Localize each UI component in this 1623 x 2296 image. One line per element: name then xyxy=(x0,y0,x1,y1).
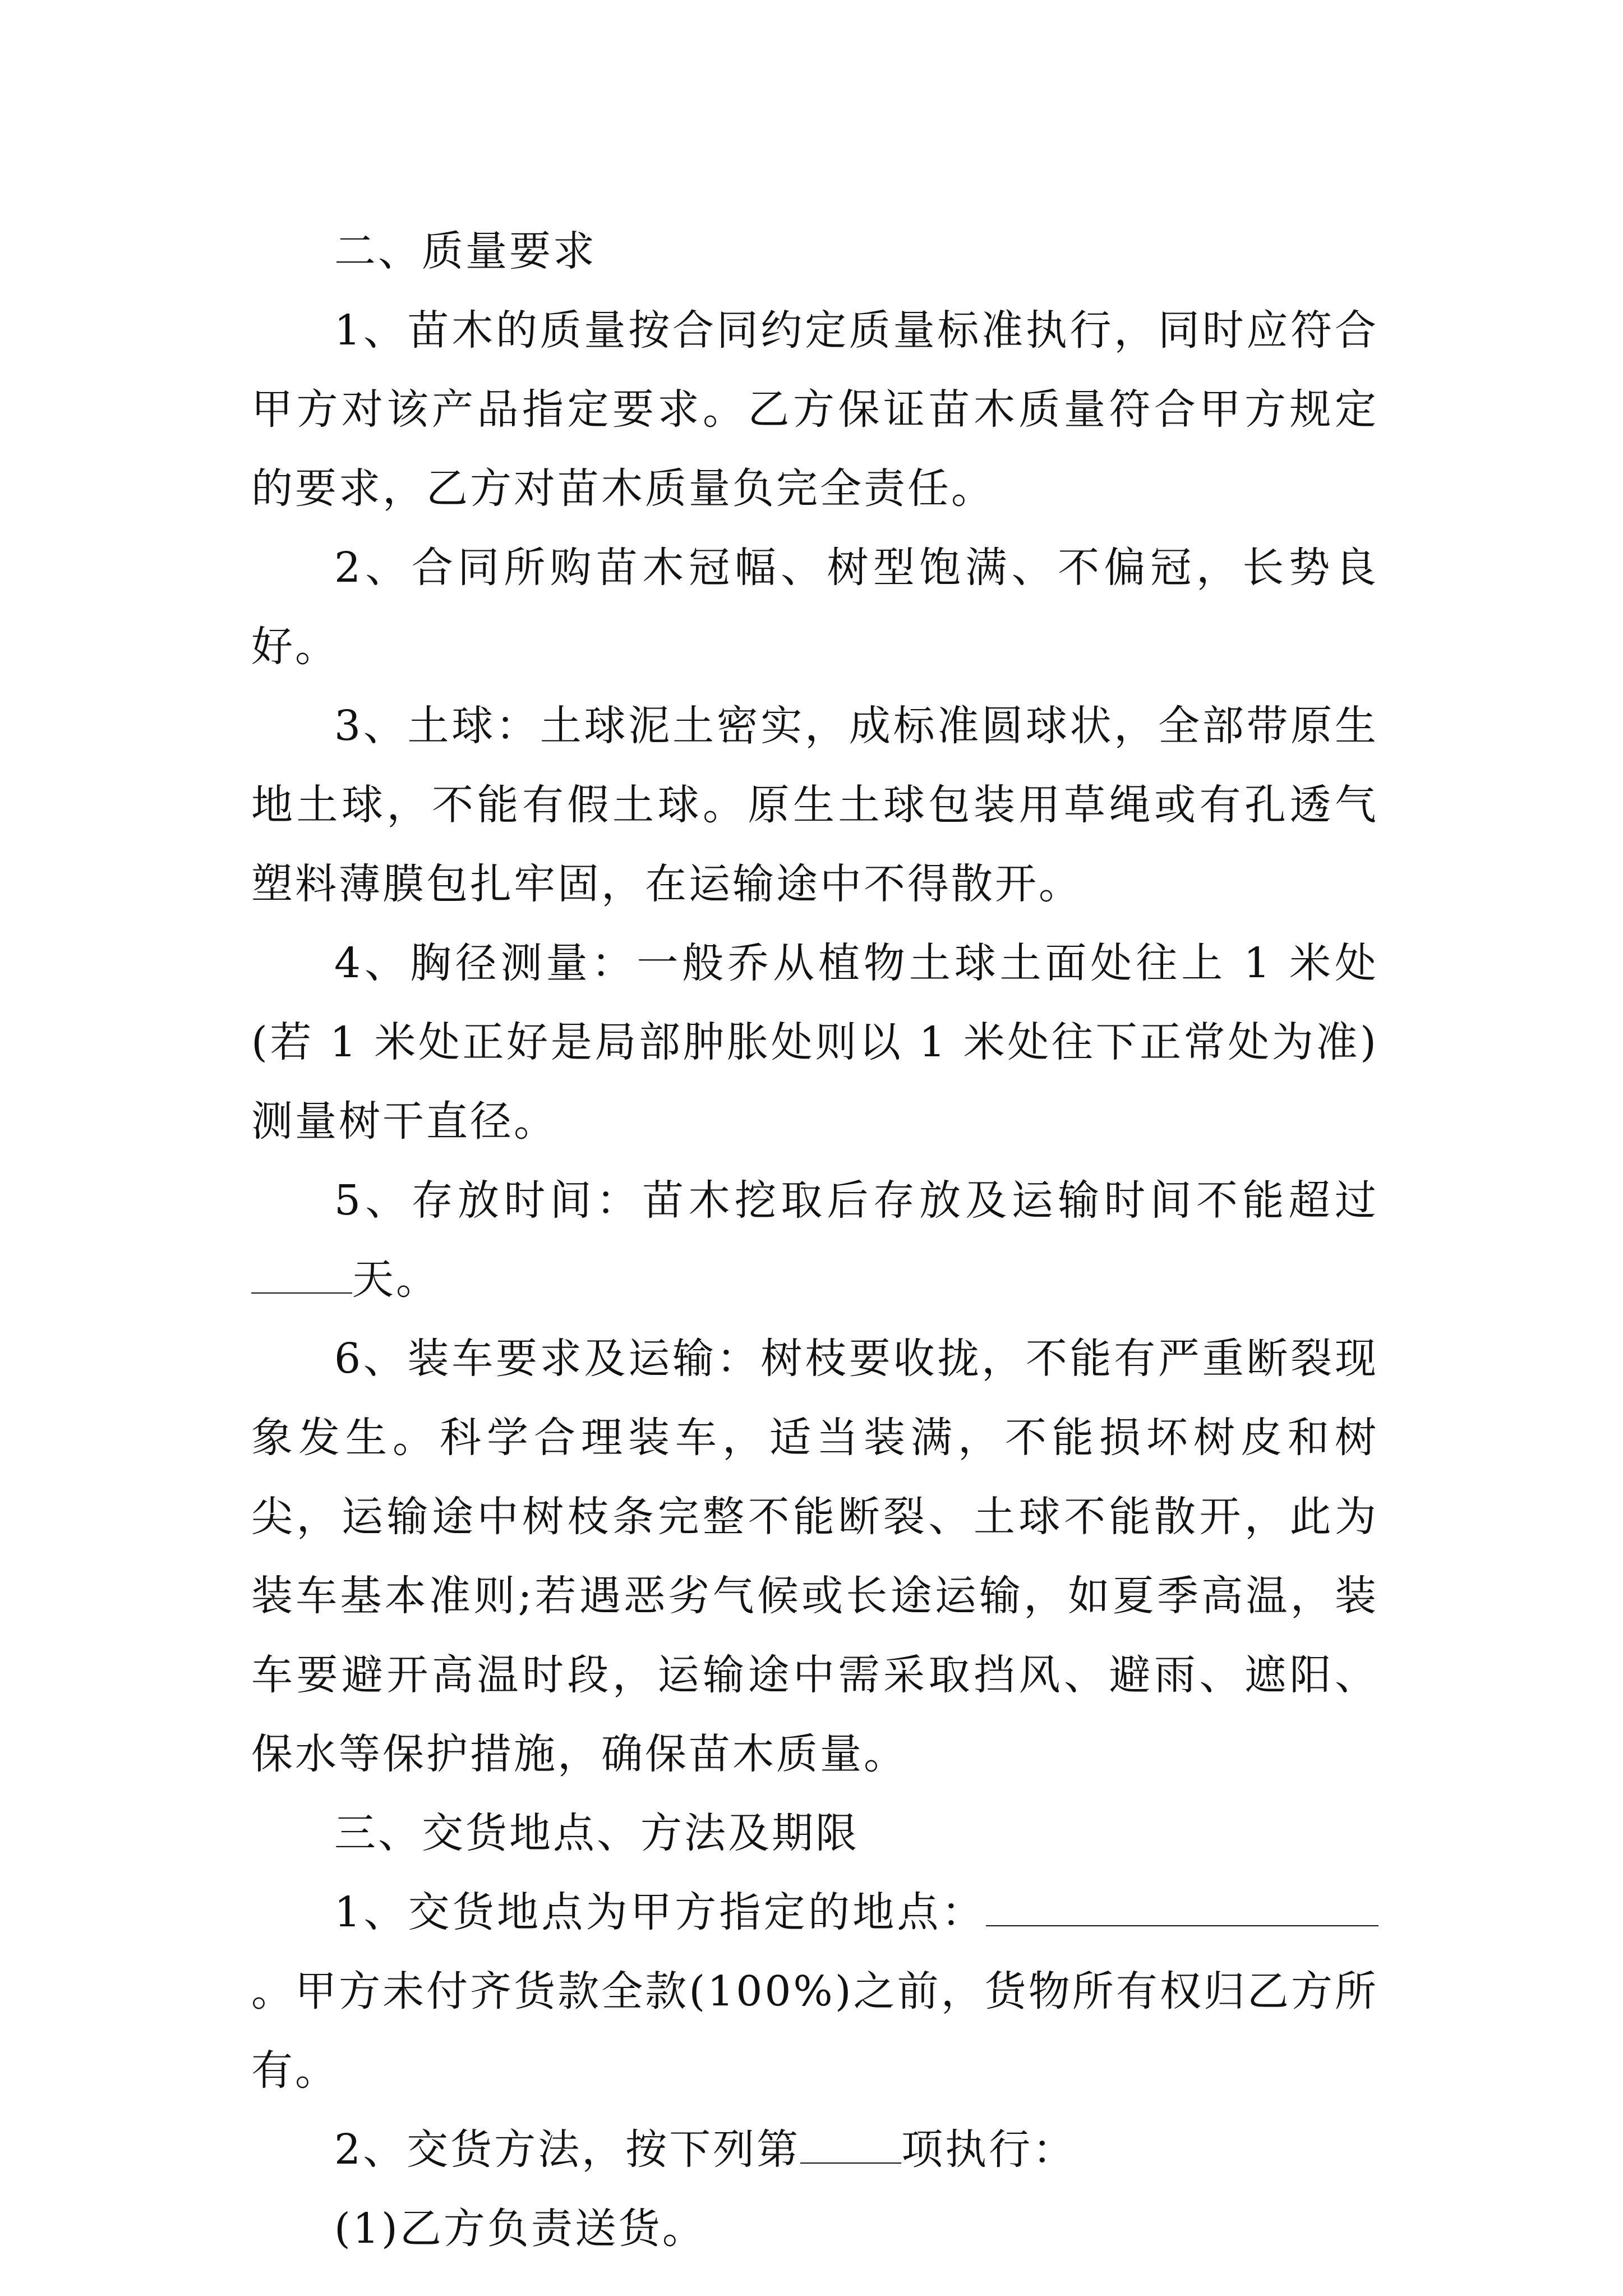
paragraph-delivery-location xyxy=(251,1873,1378,2110)
paragraph-quality-1: 1、苗木的质量按合同约定质量标准执行，同时应符合甲方对该产品指定要求。乙方保证苗木质量符合甲方规定的要求，乙方对苗木质量负完全责任。 xyxy=(251,306,1378,513)
storage-time-text: 5、存放时间：苗木挖取后存放及运输时间不能超过 xyxy=(334,1176,1378,1225)
section-heading-delivery: 三、交货地点、方法及期限 xyxy=(334,1809,859,1857)
paragraph-storage-time xyxy=(251,1161,1378,1319)
storage-time-suffix: 天。 xyxy=(352,1255,440,1304)
delivery-location-text: 1、交货地点为甲方指定的地点： xyxy=(334,1888,986,1936)
delivery-location-suffix: 。甲方未付齐货款全款(100%)之前，货物所有权归乙方所有。 xyxy=(251,1967,1378,2095)
delivery-method-text: 2、交货方法，按下列第 xyxy=(334,2125,801,2174)
delivery-method-suffix: 项执行： xyxy=(901,2125,1077,2174)
section-heading-quality: 二、质量要求 xyxy=(334,227,597,275)
paragraph-delivery-option-1: (1)乙方负责送货。 xyxy=(334,2205,706,2253)
paragraph-dbh-measurement: 4、胸径测量：一般乔从植物土球土面处往上 1 米处(若 1 米处正好是局部肿胀处则以 1 米处往下正常处为准)测量树干直径。 xyxy=(251,939,1378,1145)
delivery-location-blank[interactable] xyxy=(986,1892,1378,1926)
paragraph-loading-transport: 6、装车要求及运输：树枝要收拢，不能有严重断裂现象发生。科学合理装车，适当装满，不能损坏树皮和树尖，运输途中树枝条完整不能断裂、土球不能散开，此为装车基本准则;若遇恶劣气候或长途运输，如夏季高温，装车要避开高温时段，运输途中需采取挡风、避雨、遮阳、保水等保护措施，确保苗木质量。 xyxy=(251,1335,1378,1778)
paragraph-quality-2: 2、合同所购苗木冠幅、树型饱满、不偏冠，长势良好。 xyxy=(251,544,1378,671)
paragraph-delivery-method xyxy=(251,2110,1378,2189)
paragraph-soil-ball: 3、土球：土球泥土密实，成标准圆球状，全部带原生地土球，不能有假土球。原生土球包装用草绳或有孔透气塑料薄膜包扎牢固，在运输途中不得散开。 xyxy=(251,702,1378,908)
storage-days-blank[interactable] xyxy=(251,1259,352,1294)
delivery-method-blank[interactable] xyxy=(800,2129,901,2164)
document-body xyxy=(251,212,1378,2269)
